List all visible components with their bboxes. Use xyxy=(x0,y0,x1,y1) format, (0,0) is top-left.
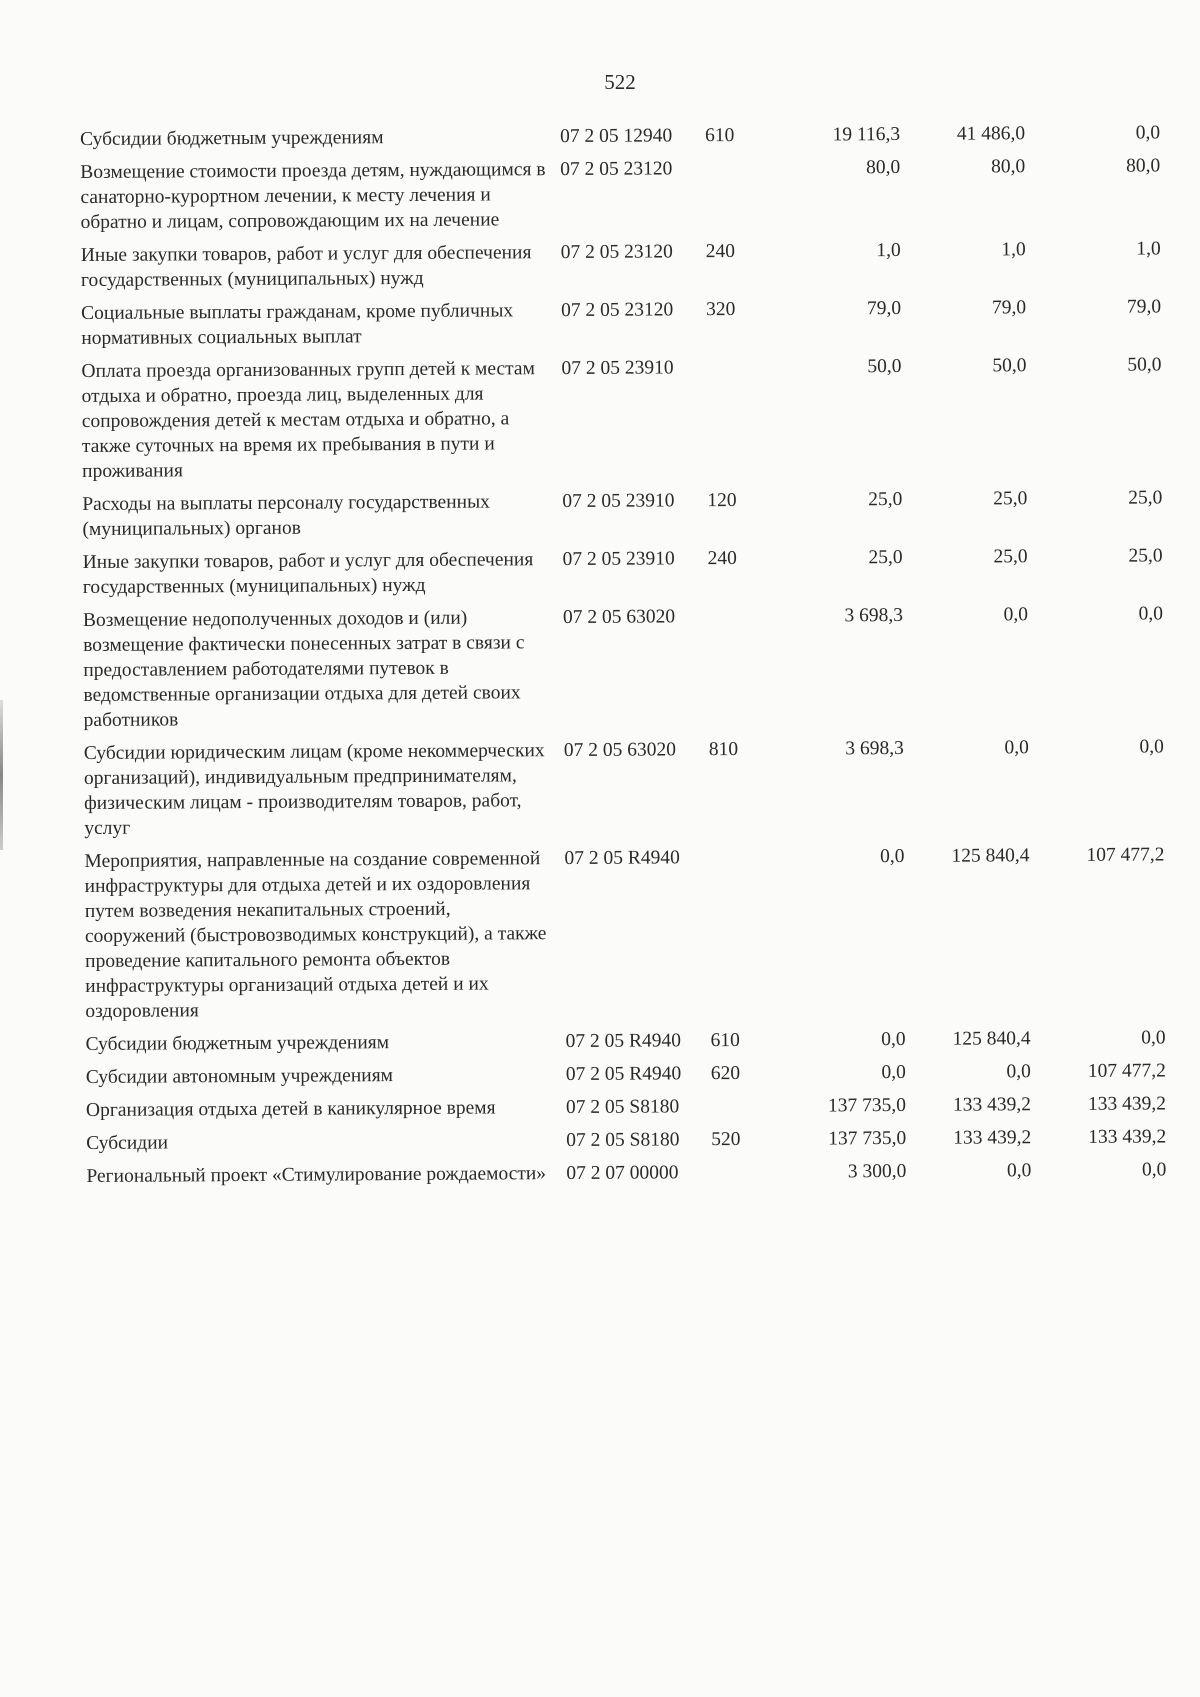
row-amount-year2: 125 840,4 xyxy=(952,1028,1031,1050)
row-amount-year1: 137 735,0 xyxy=(827,1094,907,1117)
row-amount-year3: 0,0 xyxy=(1135,122,1161,144)
table-row xyxy=(84,734,1175,841)
row-name: Региональный проект «Стимулирование рождаемости» xyxy=(86,1163,547,1187)
row-amount-year1: 25,0 xyxy=(868,546,903,569)
row-amount-year2: 125 840,4 xyxy=(951,845,1030,867)
row-name: Организация отдыха детей в каникулярное время xyxy=(85,1097,496,1121)
row-amount-year2: 133 439,2 xyxy=(952,1094,1032,1116)
row-amount-year2: 41 486,0 xyxy=(956,123,1026,145)
row-name: Оплата проезда организованных групп детей к местам отдыха и обратно, проезда лиц, выделенных для сопровождения детей к местам отдыха и обратно, а также суточных на время их пребывания в пути и проживания xyxy=(81,358,535,482)
row-code: 07 2 05 23120 xyxy=(561,299,674,322)
row-expense-type: 320 xyxy=(706,299,736,321)
row-amount-year1: 50,0 xyxy=(867,355,902,378)
row-name: Иные закупки товаров, работ и услуг для обеспечения государственных (муниципальных) нужд xyxy=(80,242,532,291)
row-amount-year3: 80,0 xyxy=(1126,155,1161,177)
row-code: 07 2 05 23910 xyxy=(561,357,674,380)
row-code: 07 2 05 23120 xyxy=(560,158,673,181)
row-amount-year1: 0,0 xyxy=(881,1061,906,1084)
row-name: Субсидии бюджетным учреждениям xyxy=(80,127,384,150)
row-amount-year3: 79,0 xyxy=(1126,296,1162,318)
row-amount-year2: 80,0 xyxy=(991,156,1026,178)
row-name: Возмещение недополученных доходов и (или) возмещение фактически понесенных затрат в связи с предоставлением работодателями путевок в ведомственные организации отдыха для детей своих работников xyxy=(82,607,525,731)
row-amount-year2: 0,0 xyxy=(1006,1061,1031,1083)
row-amount-year2: 50,0 xyxy=(992,355,1027,377)
row-expense-type: 120 xyxy=(707,489,737,512)
table-row xyxy=(83,543,1173,600)
row-expense-type: 240 xyxy=(705,241,736,263)
row-amount-year3: 25,0 xyxy=(1128,545,1163,567)
row-amount-year3: 25,0 xyxy=(1128,487,1163,509)
row-amount-year3: 0,0 xyxy=(1141,1159,1167,1181)
row-code: 07 2 07 00000 xyxy=(566,1162,679,1185)
table-row xyxy=(86,1058,1176,1090)
table-row xyxy=(86,1091,1176,1123)
row-amount-year3: 0,0 xyxy=(1141,1027,1166,1049)
table-row xyxy=(83,601,1174,733)
table-row xyxy=(84,842,1175,1024)
row-amount-year1: 3 698,3 xyxy=(845,737,904,760)
row-expense-type: 810 xyxy=(708,738,739,761)
row-name: Субсидии бюджетным учреждениям xyxy=(85,1032,390,1055)
row-amount-year2: 0,0 xyxy=(1004,737,1029,759)
row-amount-year1: 3 300,0 xyxy=(847,1160,907,1183)
row-code: 07 2 05 S8180 xyxy=(565,1096,680,1119)
row-amount-year3: 0,0 xyxy=(1138,603,1164,625)
row-expense-type: 610 xyxy=(710,1029,740,1052)
row-expense-type: 620 xyxy=(710,1062,741,1085)
table-row xyxy=(86,1124,1176,1156)
row-name: Возмещение стоимости проезда детям, нуждающимся в санаторно-курортном лечении, к месту лечения и обратно и лицам, сопровождающим их на лечение xyxy=(80,159,546,233)
row-amount-year2: 0,0 xyxy=(1003,604,1029,626)
row-amount-year1: 19 116,3 xyxy=(832,123,901,146)
table-row xyxy=(86,1157,1176,1189)
row-amount-year2: 25,0 xyxy=(993,488,1028,510)
row-amount-year1: 1,0 xyxy=(876,239,901,262)
row-code: 07 2 05 63020 xyxy=(562,606,676,629)
row-name: Социальные выплаты гражданам, кроме публичных нормативных социальных выплат xyxy=(81,300,514,349)
row-code: 07 2 05 63020 xyxy=(563,739,677,762)
row-name: Иные закупки товаров, работ и услуг для обеспечения государственных (муниципальных) нужд xyxy=(82,549,534,598)
budget-table xyxy=(80,120,1177,1197)
row-amount-year3: 107 477,2 xyxy=(1086,844,1165,866)
row-amount-year3: 1,0 xyxy=(1136,238,1161,260)
row-amount-year3: 133 439,2 xyxy=(1088,1126,1167,1148)
row-amount-year2: 25,0 xyxy=(993,546,1028,568)
row-code: 07 2 05 12940 xyxy=(560,125,673,148)
row-amount-year1: 3 698,3 xyxy=(844,604,904,627)
row-amount-year2: 1,0 xyxy=(1001,239,1026,261)
row-amount-year3: 50,0 xyxy=(1127,354,1162,376)
table-row xyxy=(81,294,1171,351)
row-amount-year2: 79,0 xyxy=(991,297,1027,319)
row-expense-type: 520 xyxy=(711,1128,741,1151)
table-row xyxy=(81,236,1171,293)
row-amount-year2: 133 439,2 xyxy=(953,1127,1032,1149)
row-code: 07 2 05 R4940 xyxy=(565,1063,682,1086)
row-code: 07 2 05 R4940 xyxy=(565,1030,682,1053)
row-code: 07 2 05 S8180 xyxy=(566,1129,680,1152)
row-name: Расходы на выплаты персоналу государственных (муниципальных) органов xyxy=(82,491,490,540)
row-code: 07 2 05 23120 xyxy=(560,241,673,264)
table-row xyxy=(82,485,1172,542)
page-number: 522 xyxy=(604,70,636,94)
row-code: 07 2 05 23910 xyxy=(562,490,675,513)
row-code: 07 2 05 23910 xyxy=(562,548,675,571)
row-code: 07 2 05 R4940 xyxy=(564,847,680,870)
row-amount-year1: 0,0 xyxy=(881,1028,906,1051)
row-expense-type: 240 xyxy=(707,547,737,570)
row-name: Субсидии автономным учреждениям xyxy=(85,1065,394,1088)
row-expense-type: 610 xyxy=(705,125,735,147)
row-name: Субсидии юридическим лицам (кроме некоммерческих организаций), индивидуальным предпринимателям, физическим лицам - производителям товаров, работ, услуг xyxy=(83,740,545,839)
table-row xyxy=(81,352,1172,484)
scan-artifact xyxy=(0,700,3,850)
row-amount-year1: 80,0 xyxy=(866,156,901,179)
row-name: Мероприятия, направленные на создание современной инфраструктуры для отдыха детей и их оздоровления путем возведения некапитальных строений, сооружений (быстровозводимых конструкций), а также проведение капитального ремонта объектов инфраструктуры организаций отдыха детей и их оздоровления xyxy=(84,848,547,1022)
row-amount-year1: 0,0 xyxy=(880,845,905,868)
row-amount-year1: 79,0 xyxy=(866,297,902,320)
table-row xyxy=(86,1025,1176,1057)
row-amount-year1: 25,0 xyxy=(868,488,903,511)
table-row xyxy=(80,120,1170,152)
row-name: Субсидии xyxy=(86,1132,169,1154)
row-amount-year3: 107 477,2 xyxy=(1087,1060,1166,1082)
row-amount-year3: 133 439,2 xyxy=(1087,1093,1167,1115)
row-amount-year3: 0,0 xyxy=(1139,736,1164,758)
table-row xyxy=(80,153,1170,235)
row-amount-year2: 0,0 xyxy=(1006,1160,1032,1182)
row-amount-year1: 137 735,0 xyxy=(828,1127,907,1150)
